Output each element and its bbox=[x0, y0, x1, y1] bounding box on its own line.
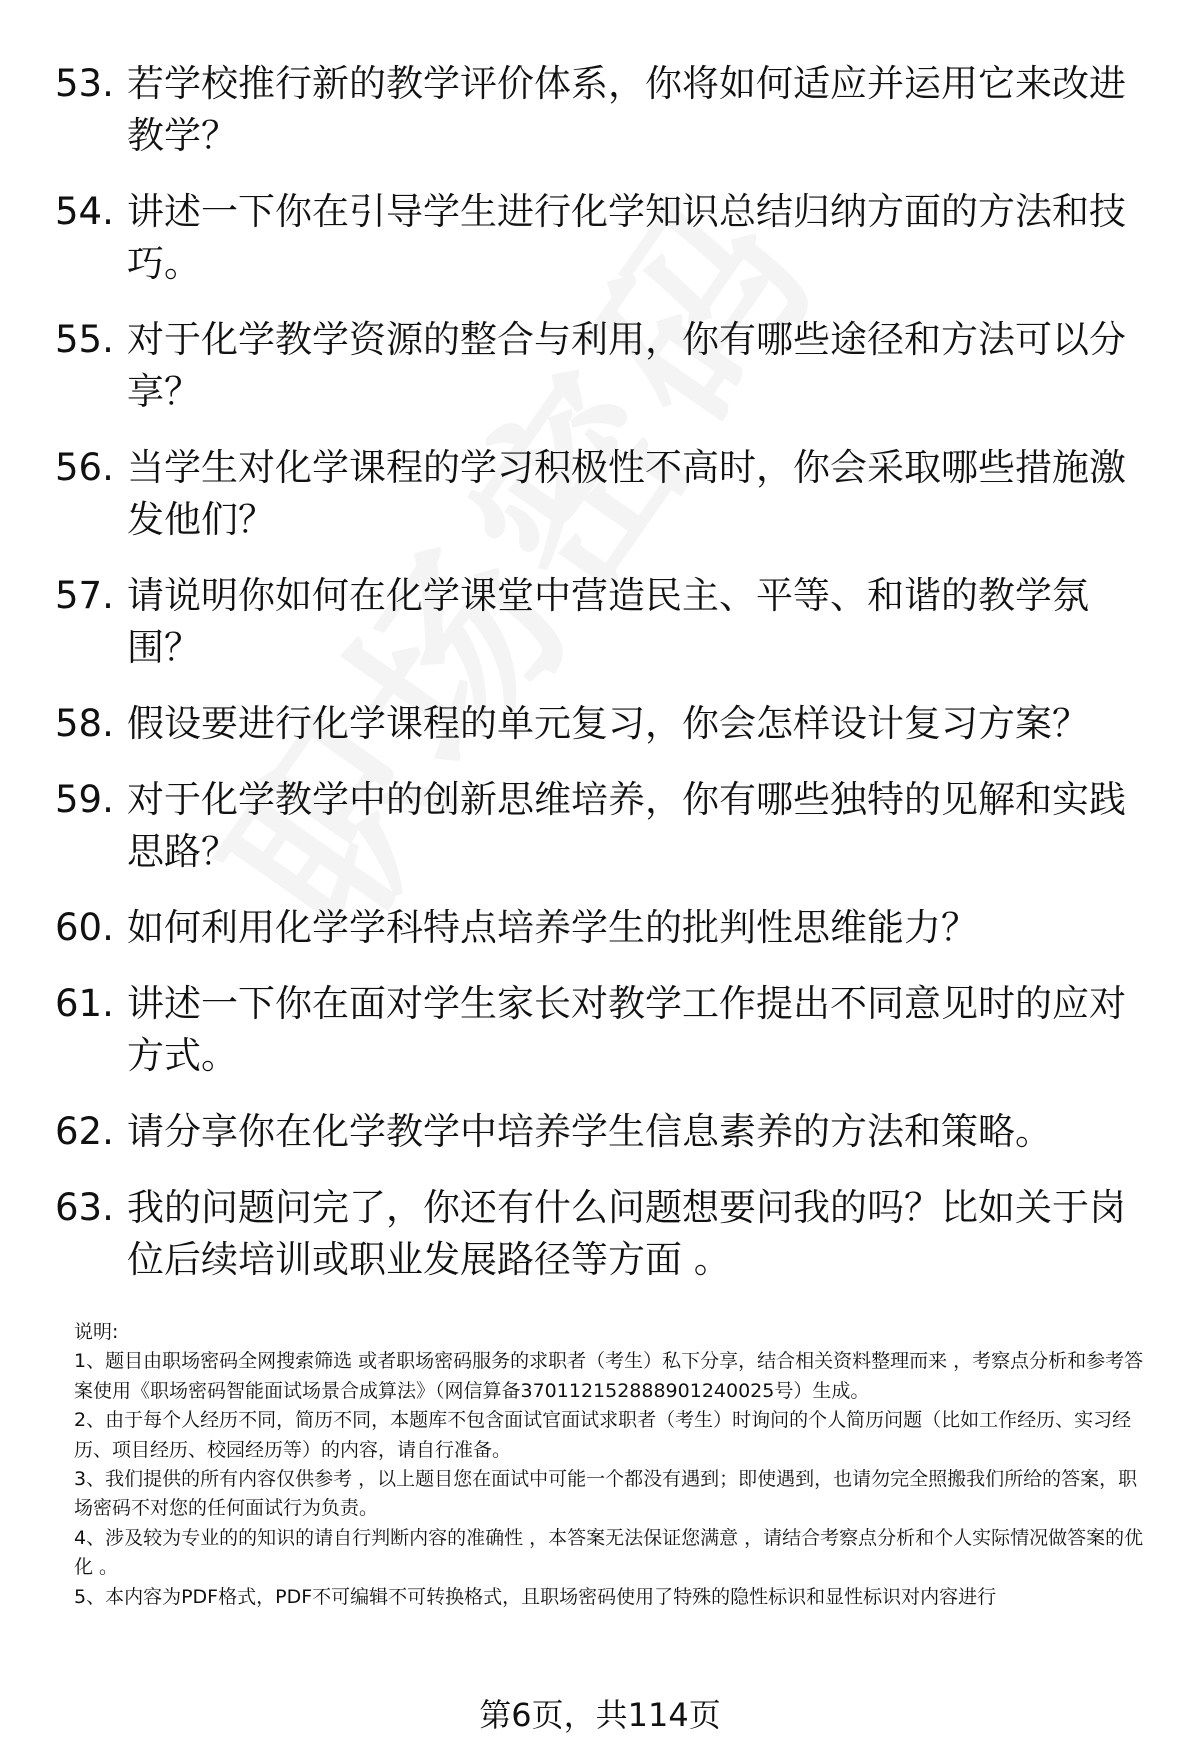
question-item bbox=[55, 314, 1155, 418]
note-item: 3、我们提供的所有内容仅供参考 ，以上题目您在面试中可能一个都没有遇到；即使遇到，也请勿完全照搬我们所给的答案，职场密码不对您的任何面试行为负责。 bbox=[74, 1468, 1138, 1520]
note-item: 4、涉及较为专业的的知识的请自行判断内容的准确性 ，本答案无法保证您满意 ，请结合考察点分析和个人实际情况做答案的优化 。 bbox=[74, 1526, 1144, 1579]
question-text: 讲述一下你在面对学生家长对教学工作提出不同意见时的应对方式。 bbox=[127, 982, 1126, 1077]
question-text: 如何利用化学学科特点培养学生的批判性思维能力？ bbox=[127, 906, 978, 949]
question-number: 54. bbox=[55, 190, 114, 233]
question-number: 57. bbox=[55, 574, 114, 617]
question-number: 56. bbox=[55, 446, 114, 489]
question-number: 62. bbox=[55, 1110, 114, 1153]
question-item bbox=[55, 1182, 1155, 1286]
question-list bbox=[55, 58, 1155, 1310]
notes-section bbox=[74, 1318, 1156, 1612]
question-number: 53. bbox=[55, 62, 114, 105]
question-number: 61. bbox=[55, 982, 114, 1025]
question-item bbox=[55, 698, 1155, 750]
question-item bbox=[55, 442, 1155, 546]
notes-heading: 说明: bbox=[74, 1321, 119, 1343]
page-number: 第6页，共114页 bbox=[479, 1696, 721, 1734]
question-text: 讲述一下你在引导学生进行化学知识总结归纳方面的方法和技巧。 bbox=[127, 190, 1126, 285]
question-text: 请说明你如何在化学课堂中营造民主、平等、和谐的教学氛围？ bbox=[127, 574, 1089, 669]
question-number: 60. bbox=[55, 906, 114, 949]
question-item bbox=[55, 570, 1155, 674]
question-item bbox=[55, 902, 1155, 954]
question-text: 假设要进行化学课程的单元复习，你会怎样设计复习方案？ bbox=[127, 702, 1089, 745]
note-item: 1、题目由职场密码全网搜索筛选 或者职场密码服务的求职者（考生）私下分享，结合相关资料整理而来 ，考察点分析和参考答案使用《职场密码智能面试场景合成算法》（网信算备370112152888901240025号）生成。 bbox=[74, 1350, 1144, 1402]
question-text: 若学校推行新的教学评价体系，你将如何适应并运用它来改进教学？ bbox=[127, 62, 1126, 157]
question-item bbox=[55, 774, 1155, 878]
question-item bbox=[55, 186, 1155, 290]
question-text: 对于化学教学资源的整合与利用，你有哪些途径和方法可以分享？ bbox=[127, 318, 1126, 413]
question-item bbox=[55, 58, 1155, 162]
question-number: 55. bbox=[55, 318, 114, 361]
question-text: 请分享你在化学教学中培养学生信息素养的方法和策略。 bbox=[127, 1110, 1052, 1153]
question-text: 当学生对化学课程的学习积极性不高时，你会采取哪些措施激发他们？ bbox=[127, 446, 1126, 541]
question-number: 63. bbox=[55, 1186, 114, 1229]
note-item: 2、由于每个人经历不同，简历不同，本题库不包含面试官面试求职者（考生）时询问的个人简历问题（比如工作经历、实习经历、项目经历、校园经历等）的内容，请自行准备。 bbox=[74, 1409, 1132, 1461]
question-number: 58. bbox=[55, 702, 114, 745]
question-item bbox=[55, 978, 1155, 1082]
question-text: 对于化学教学中的创新思维培养，你有哪些独特的见解和实践思路？ bbox=[127, 778, 1126, 873]
question-text: 我的问题问完了，你还有什么问题想要问我的吗？比如关于岗位后续培训或职业发展路径等方面 。 bbox=[127, 1186, 1126, 1281]
note-item: 5、本内容为PDF格式，PDF不可编辑不可转换格式，且职场密码使用了特殊的隐性标识和显性标识对内容进行 bbox=[74, 1585, 997, 1608]
question-number: 59. bbox=[55, 778, 114, 821]
question-item bbox=[55, 1106, 1155, 1158]
